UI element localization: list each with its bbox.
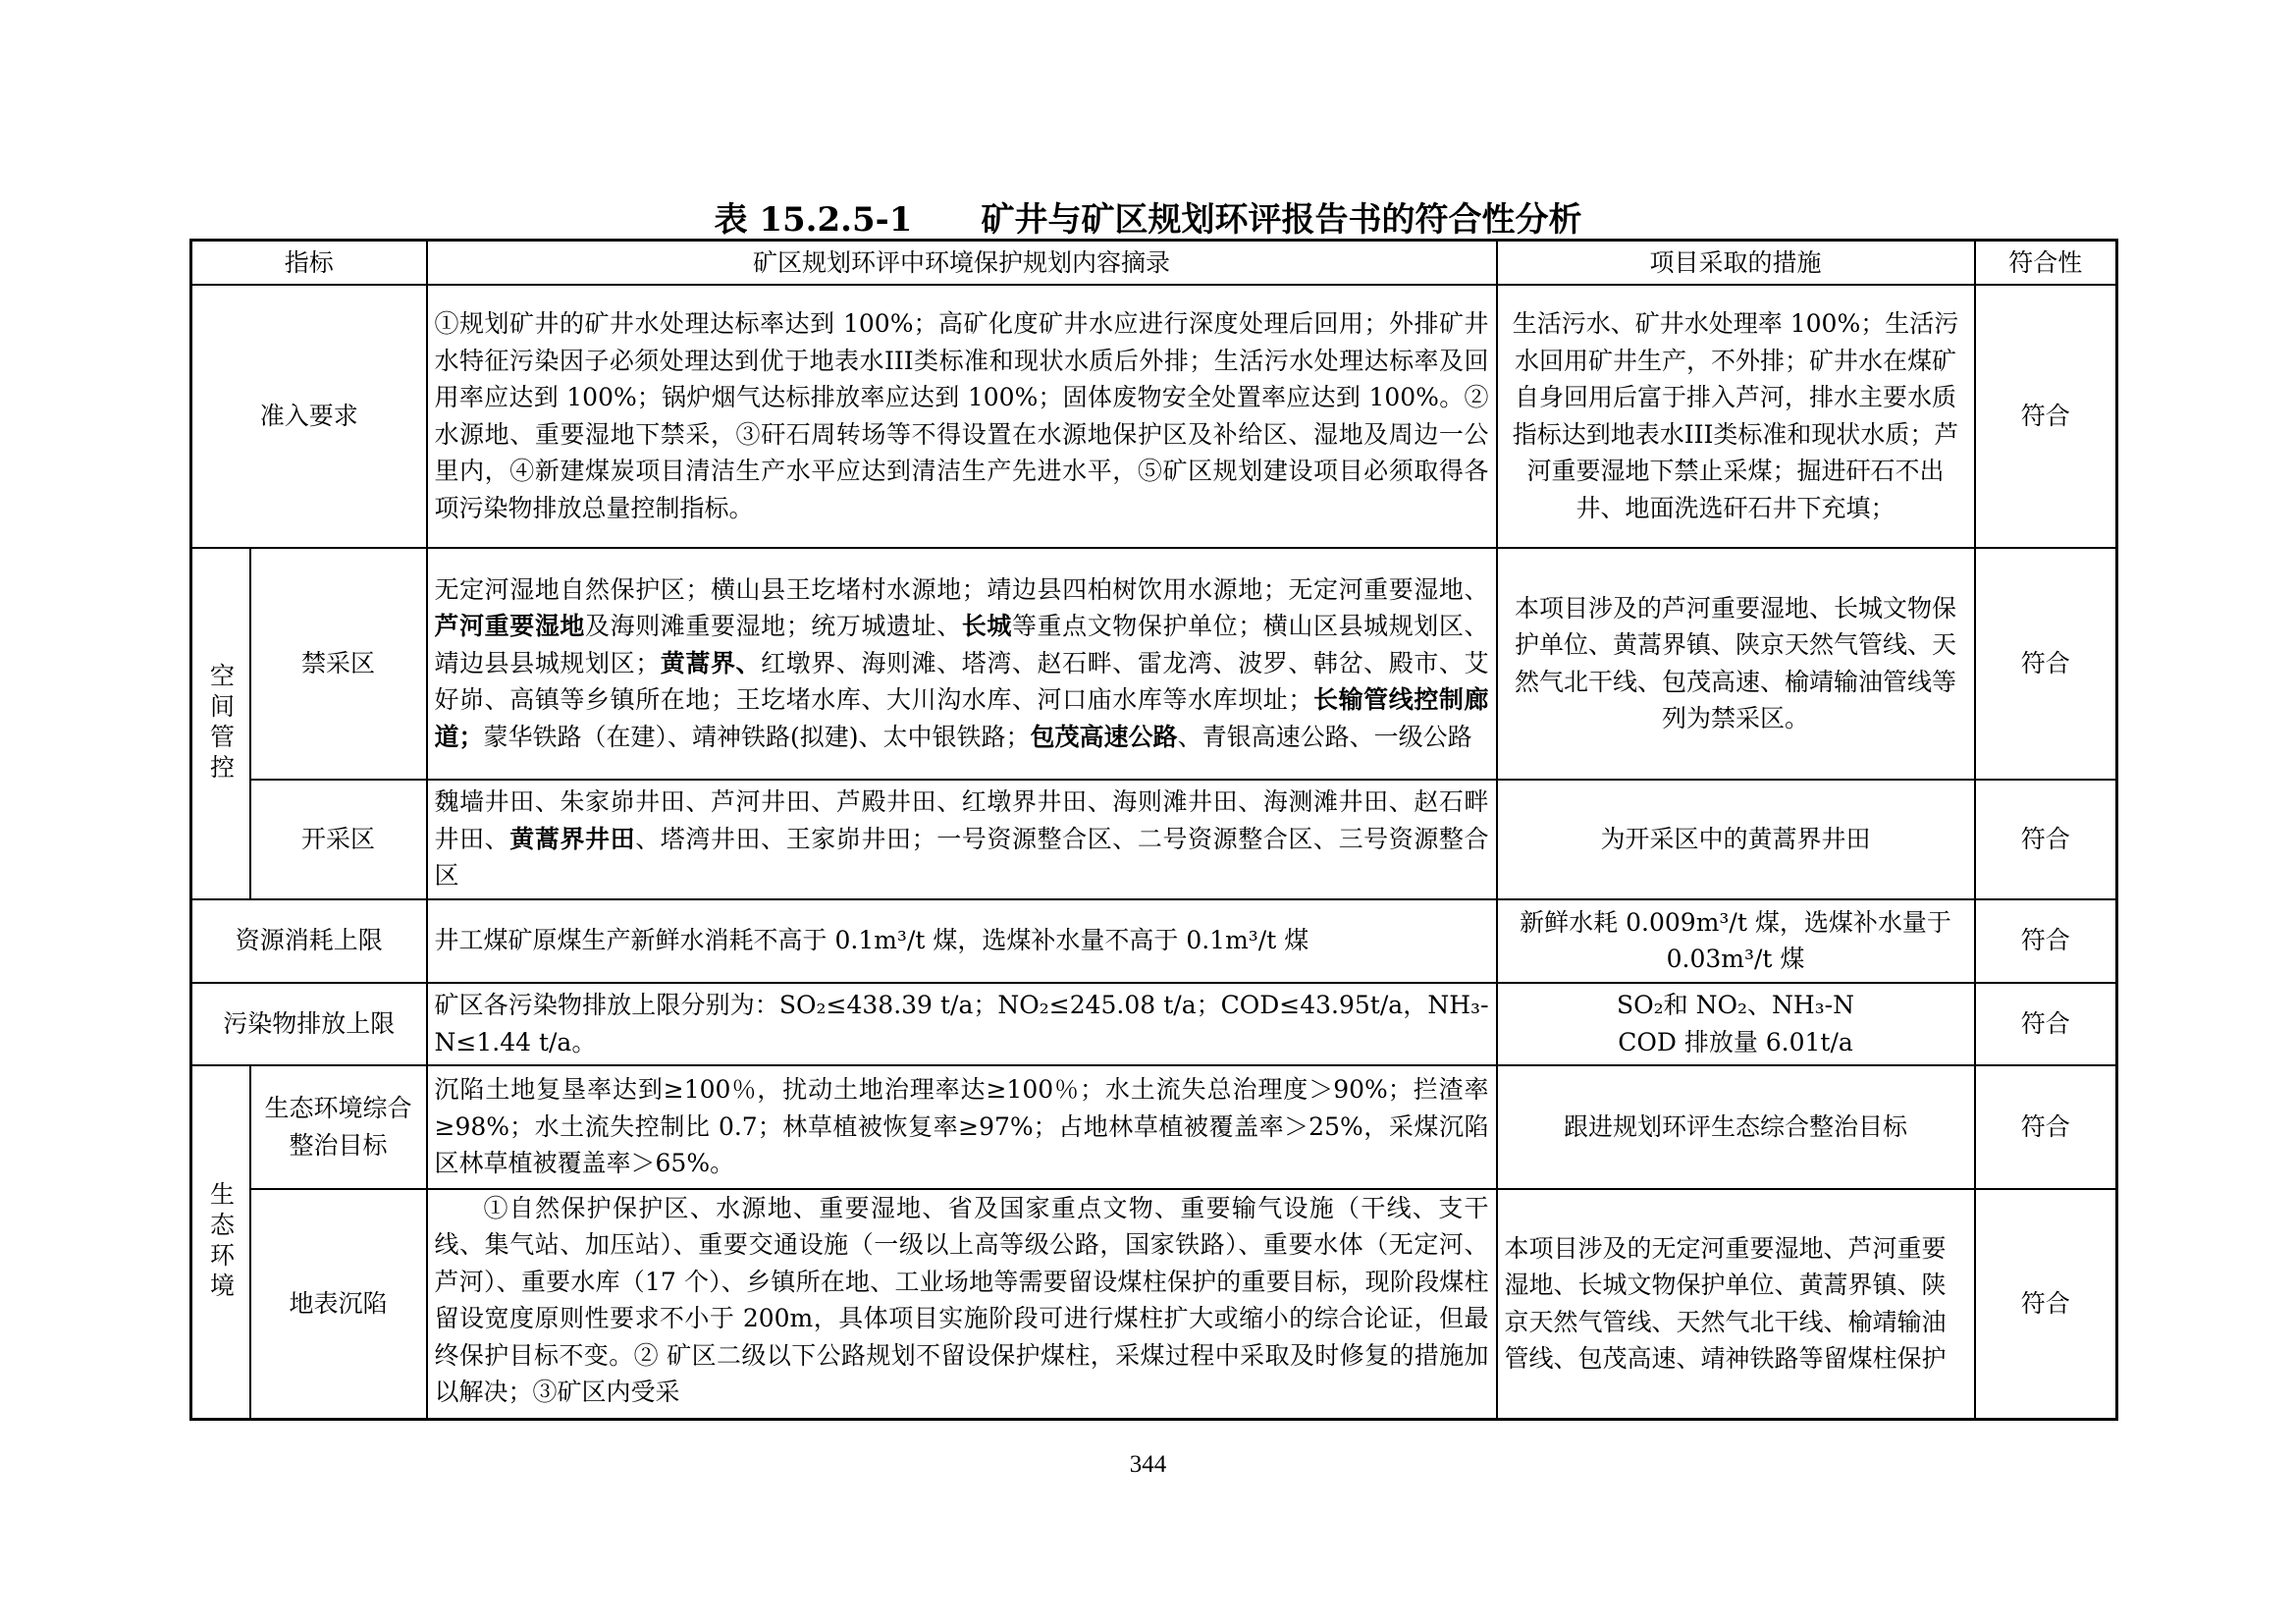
access-label: 准入要求 — [191, 285, 427, 548]
header-conformity: 符合性 — [1975, 241, 2117, 285]
mining-content: 魏墙井田、朱家峁井田、芦河井田、芦殿井田、红墩界井田、海则滩井田、海测滩井田、赵石畔井田、黄蒿界井田、塔湾井田、王家峁井田；一号资源整合区、二号资源整合区、三号资源整合区 — [427, 780, 1497, 899]
forbidden-content: 无定河湿地自然保护区；横山县王圪堵村水源地；靖边县四柏树饮用水源地；无定河重要湿地、芦河重要湿地及海则滩重要湿地；统万城遗址、长城等重点文物保护单位；横山区县城规划区、靖边县县城规划区；黄蒿界、红墩界、海则滩、塔湾、赵石畔、雷龙湾、波罗、韩岔、殿市、艾好峁、高镇等乡镇所在地；王圪堵水库、大川沟水库、河口庙水库等水库坝址；长输管线控制廊道；蒙华铁路（在建）、靖神铁路(拟建)、太中银铁路；包茂高速公路、青银高速公路、一级公路 — [427, 548, 1497, 780]
forbidden-measures: 本项目涉及的芦河重要湿地、长城文物保护单位、黄蒿界镇、陕京天然气管线、天然气北干线、包茂高速、榆靖输油管线等列为禁采区。 — [1497, 548, 1975, 780]
space-control-label: 空间管控 — [206, 662, 236, 785]
table-row-subsidence — [191, 1189, 2117, 1420]
highlight-baomao-highway: 包茂高速公路 — [1030, 722, 1178, 751]
page-number: 344 — [1129, 1451, 1167, 1478]
eco-group — [191, 1065, 250, 1420]
pollution-content: 矿区各污染物排放上限分别为：SO₂≤438.39 t/a；NO₂≤245.08 t/a；COD≤43.95t/a，NH₃-N≤1.44 t/a。 — [427, 983, 1497, 1065]
subsidence-conformity: 符合 — [1975, 1189, 2117, 1420]
header-measures: 项目采取的措施 — [1497, 241, 1975, 285]
space-control-group — [191, 548, 250, 899]
access-content: ①规划矿井的矿井水处理达标率达到 100%；高矿化度矿井水应进行深度处理后回用；外排矿井水特征污染因子必须处理达到优于地表水III类标准和现状水质后外排；生活污水处理达标率及回用率应达到 100%；锅炉烟气达标排放率应达到 100%；固体废物安全处置率应达到 100%。②水源地、重要湿地下禁采，③矸石周转场等不得设置在水源地保护区及补给区、湿地及周边一公里内，④新建煤炭项目清洁生产水平应达到清洁生产先进水平，⑤矿区规划建设项目必须取得各项污染物排放总量控制指标。 — [427, 285, 1497, 548]
access-conformity: 符合 — [1975, 285, 2117, 548]
mining-measures: 为开采区中的黄蒿界井田 — [1497, 780, 1975, 899]
resource-content: 井工煤矿原煤生产新鲜水消耗不高于 0.1m³/t 煤，选煤补水量不高于 0.1m³/t 煤 — [427, 899, 1497, 983]
access-measures: 生活污水、矿井水处理率 100%；生活污水回用矿井生产，不外排；矿井水在煤矿自身回用后富于排入芦河，排水主要水质指标达到地表水III类标准和现状水质；芦河重要湿地下禁止采煤；掘进矸石不出井、地面洗选矸石井下充填； — [1497, 285, 1975, 548]
table-row-eco-target — [191, 1065, 2117, 1189]
resource-measures: 新鲜水耗 0.009m³/t 煤，选煤补水量于 0.03m³/t 煤 — [1497, 899, 1975, 983]
mining-conformity: 符合 — [1975, 780, 2117, 899]
highlight-huanghaojie: 黄蒿界、 — [660, 648, 762, 677]
table-title — [0, 192, 2296, 241]
subsidence-measures: 本项目涉及的无定河重要湿地、芦河重要湿地、长城文物保护单位、黄蒿界镇、陕京天然气管线、天然气北干线、榆靖输油管线、包茂高速、靖神铁路等留煤柱保护 — [1497, 1189, 1975, 1420]
pollution-measures: SO₂和 NO₂、NH₃-N COD 排放量 6.01t/a — [1497, 983, 1975, 1065]
conformity-table — [189, 239, 2118, 1421]
eco-target-conformity: 符合 — [1975, 1065, 2117, 1189]
forbidden-conformity: 符合 — [1975, 548, 2117, 780]
table-number: 表 15.2.5-1 — [714, 200, 913, 240]
pollution-conformity: 符合 — [1975, 983, 2117, 1065]
table-row-access — [191, 285, 2117, 548]
forbidden-label: 禁采区 — [250, 548, 427, 780]
highlight-pipeline-corridor: 长输管线控制廊道； — [434, 685, 1489, 751]
eco-target-measures: 跟进规划环评生态综合整治目标 — [1497, 1065, 1975, 1189]
eco-target-label: 生态环境综合整治目标 — [250, 1065, 427, 1189]
table-row-pollution — [191, 983, 2117, 1065]
eco-target-content: 沉陷土地复垦率达到≥100％，扰动土地治理率达≥100％；水土流失总治理度＞90%；拦渣率≥98%；水土流失控制比 0.7；林草植被恢复率≥97%；占地林草植被覆盖率＞25%，采煤沉陷区林草植被覆盖率＞65%。 — [427, 1065, 1497, 1189]
table-row-resource — [191, 899, 2117, 983]
resource-conformity: 符合 — [1975, 899, 2117, 983]
table-row-forbidden — [191, 548, 2117, 780]
header-indicator: 指标 — [191, 241, 427, 285]
mining-label: 开采区 — [250, 780, 427, 899]
subsidence-label: 地表沉陷 — [250, 1189, 427, 1420]
highlight-huanghaojie-field: 黄蒿界井田 — [509, 824, 636, 853]
table-caption: 矿井与矿区规划环评报告书的符合性分析 — [981, 200, 1582, 240]
resource-label: 资源消耗上限 — [191, 899, 427, 983]
pollution-label: 污染物排放上限 — [191, 983, 427, 1065]
highlight-great-wall: 长城 — [961, 612, 1012, 641]
table-row-mining — [191, 780, 2117, 899]
eco-group-label: 生态环境 — [206, 1180, 236, 1303]
subsidence-content: ①自然保护保护区、水源地、重要湿地、省及国家重点文物、重要输气设施（干线、支干线、集气站、加压站）、重要交通设施（一级以上高等级公路，国家铁路）、重要水体（无定河、芦河）、重要水库（17 个）、乡镇所在地、工业场地等需要留设煤柱保护的重要目标，现阶段煤柱留设宽度原则性要求不小于 200m，具体项目实施阶段可进行煤柱扩大或缩小的综合论证，但最终保护目标不变。② 矿区二级以下公路规划不留设保护煤柱，采煤过程中采取及时修复的措施加以解决；③矿区内受采 — [427, 1189, 1497, 1420]
header-plan-content: 矿区规划环评中环境保护规划内容摘录 — [427, 241, 1497, 285]
highlight-luhe-wetland: 芦河重要湿地 — [434, 612, 586, 641]
table-header-row — [191, 241, 2117, 285]
